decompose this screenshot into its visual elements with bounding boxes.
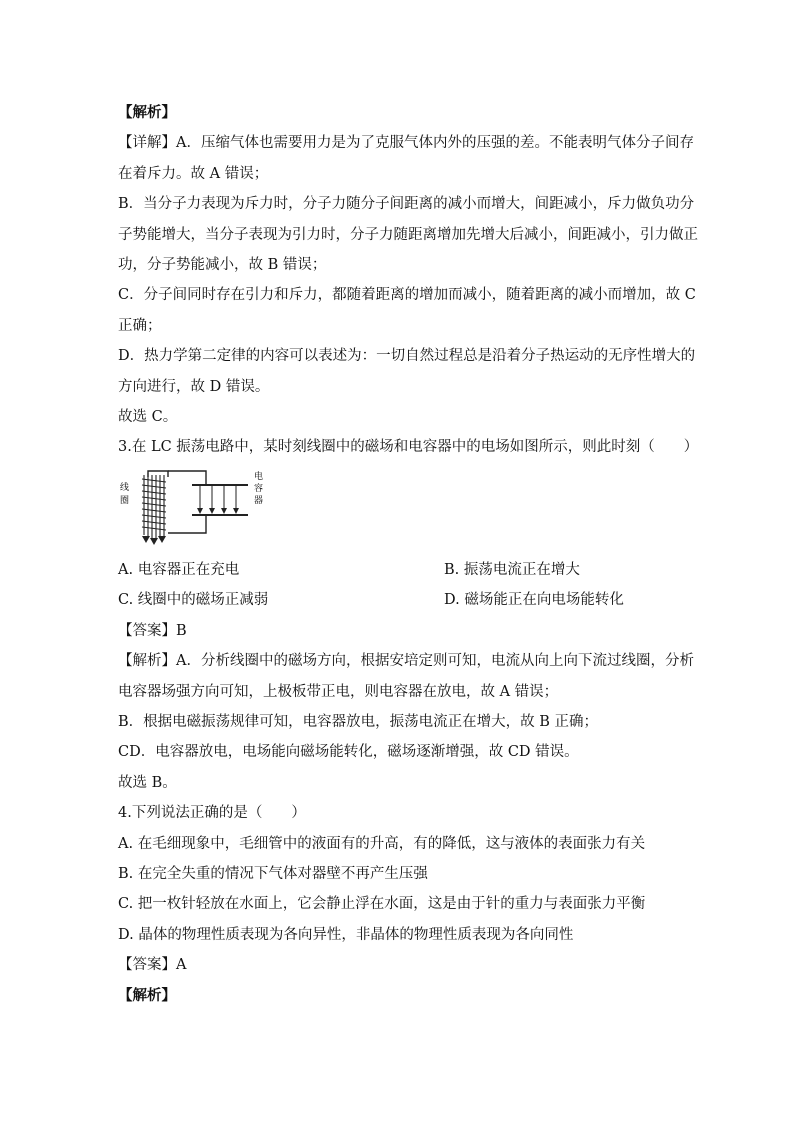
explanation-line: 方向进行，故 D 错误。	[118, 378, 270, 395]
question-3: 3.在 LC 振荡电路中，某时刻线圈中的磁场和电容器中的电场如图所示，则此时刻（ ）	[118, 439, 699, 456]
q4-option-c: C. 把一枚针轻放在水面上，它会静止浮在水面，这是由于针的重力与表面张力平衡	[118, 896, 646, 913]
explanation-line: D．热力学第二定律的内容可以表述为：一切自然过程总是沿着分子热运动的无序性增大的	[118, 348, 696, 365]
q3-options-row-2	[118, 585, 680, 615]
question-4: 4.下列说法正确的是（ ）	[118, 805, 306, 822]
q4-option-a: A. 在毛细现象中，毛细管中的液面有的升高，有的降低，这与液体的表面张力有关	[118, 835, 646, 852]
explanation-line: 在着斥力。故 A 错误；	[118, 165, 269, 182]
capacitor-field-arrows	[197, 508, 239, 514]
explanation-line: 功，分子势能减小，故 B 错误；	[118, 257, 327, 274]
coil-label-2: 圈	[120, 495, 130, 506]
answer-4: 【答案】A	[118, 957, 187, 974]
cap-label-1: 电	[254, 471, 264, 482]
explanation-line: C．分子间同时存在引力和斥力，都随着距离的增加而减小，随着距离的减小而增加，故 C	[118, 287, 696, 304]
document-page	[118, 98, 699, 1011]
lc-circuit-diagram	[120, 465, 270, 549]
explanation-line: CD．电容器放电，电场能向磁场能转化，磁场逐渐增强，故 CD 错误。	[118, 744, 579, 761]
explanation-line: 【解析】A．分析线圈中的磁场方向，根据安培定则可知，电流从向上向下流过线圈，分析	[118, 653, 694, 670]
explanation-line: 正确；	[118, 317, 162, 334]
q3-option-a: A. 电容器正在充电	[118, 561, 240, 578]
q3-options-row-1	[118, 555, 680, 585]
coil-label-1: 线	[120, 482, 130, 493]
q4-option-d: D. 晶体的物理性质表现为各向异性，非晶体的物理性质表现为各向同性	[118, 926, 574, 943]
q3-option-c: C. 线圈中的磁场正减弱	[118, 592, 269, 609]
q4-option-b: B. 在完全失重的情况下气体对器壁不再产生压强	[118, 865, 428, 882]
analysis-heading: 【解析】	[118, 986, 176, 1004]
explanation-line: B．当分子力表现为斥力时，分子力随分子间距离的减小而增大，间距减小，斥力做负功分	[118, 196, 695, 213]
coil-field-arrows	[142, 536, 166, 545]
capacitor-field-lines	[200, 486, 236, 509]
conclusion-line: 故选 C。	[118, 409, 178, 426]
conclusion-line: 故选 B。	[118, 774, 177, 791]
q3-option-d: D. 磁场能正在向电场能转化	[444, 592, 624, 609]
q3-option-b: B. 振荡电流正在增大	[444, 561, 580, 578]
explanation-line: 电容器场强方向可知，上极板带正电，则电容器在放电，故 A 错误；	[118, 683, 559, 700]
lc-circuit-figure	[118, 465, 680, 551]
explanation-line: 子势能增大，当分子表现为引力时，分子力随距离增加先增大后减小，间距减小，引力做正	[118, 226, 698, 243]
answer-3: 【答案】B	[118, 622, 187, 639]
coil	[142, 473, 166, 539]
explanation-line: 【详解】A．压缩气体也需要用力是为了克服气体内外的压强的差。不能表明气体分子间存	[118, 135, 694, 152]
cap-label-2: 容	[254, 483, 264, 494]
cap-label-3: 器	[254, 495, 264, 506]
explanation-line: B．根据电磁振荡规律可知，电容器放电，振荡电流正在增大，故 B 正确；	[118, 713, 599, 730]
analysis-heading: 【解析】	[118, 104, 176, 121]
